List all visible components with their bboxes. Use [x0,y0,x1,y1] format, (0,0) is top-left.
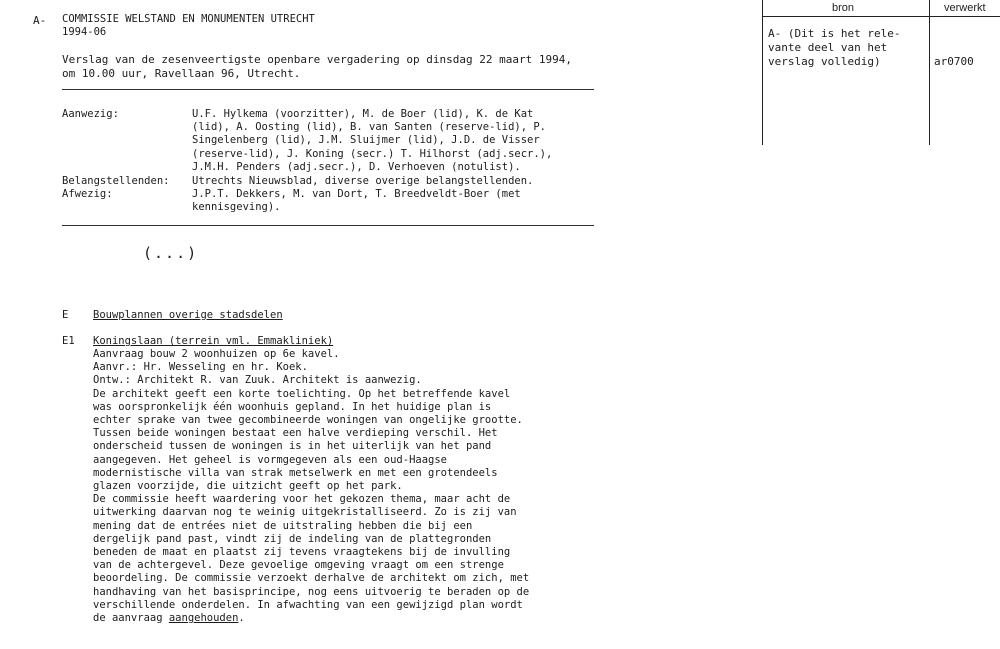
present-line: J.M.H. Penders (adj.secr.), D. Verhoeven (notulist). [192,160,521,173]
body-line: Aanvr.: Hr. Wesseling en hr. Koek. [93,361,308,374]
body-line: glazen voorzijde, die uitzicht geeft op het park. [93,480,403,493]
stakeholders-label: Belangstellenden: [62,175,170,187]
bron-note [768,27,900,69]
present-line: (lid), A. Oosting (lid), B. van Santen (reserve-lid), P. [192,121,547,134]
body-line: De architekt geeft een korte toelichting. Op het betreffende kavel [93,387,511,400]
body-line: Ontw.: Architekt R. van Zuuk. Architekt is aanwezig. [93,374,422,387]
bron-line: vante deel van het [768,41,888,54]
item-body [93,348,529,625]
present-list [192,108,552,174]
body-line: uitwerking daarvan nog te weinig uitgekristalliseerd. Zo is zij van [93,506,517,519]
body-line: beoordeling. De commissie verzoekt derhalve de architekt om zich, met [93,572,530,585]
body-last-line [93,612,529,625]
body-line: was oorspronkelijk één woonhuis gepland. In het huidige plan is [93,400,492,413]
absent-line: kennisgeving). [192,201,281,214]
body-line: dergelijk pand past, vindt zij de indeling van de plattegronden [93,532,492,545]
decision-word: aangehouden [168,612,239,625]
bron-line: A- (Dit is het rele- [768,27,901,40]
last-line-prefix: de aanvraag [93,612,169,625]
body-line: echter sprake van twee gecombineerde woningen van ongelijke grootte. [93,414,523,427]
body-line: mening dat de entrées niet de uitstraling hebben die bij een [93,519,473,532]
margin-marker: A- [33,14,47,27]
section-title: Bouwplannen overige stadsdelen [93,309,283,321]
present-line: Singelenberg (lid), J.M. Sluijmer (lid), J.D. de Visser [192,134,540,147]
last-line-suffix: . [238,612,245,625]
table-border-middle [929,0,930,145]
item-title: Koningslaan (terrein vml. Emmakliniek) [93,335,334,347]
body-line: Aanvraag bouw 2 woonhuizen op 6e kavel. [93,348,340,360]
body-line: onderscheid tussen de woningen is in het uiterlijk van het pand [93,440,492,453]
body-line: handhaving van het basisprincipe, nog eens uitvoerig te beraden op de [93,585,530,598]
report-line-1: Verslag van de zesenveertigste openbare vergadering op dinsdag 22 maart 1994, [62,53,572,66]
body-line: van de achtergevel. Deze gevoelige omgeving vraagt om een strenge [93,559,504,572]
section-code: E [62,309,69,321]
body-line: verschillende onderdelen. In afwachting van een gewijzigd plan wordt [93,598,523,611]
table-border-left [762,0,763,145]
item-code: E1 [62,335,75,347]
body-line: De commissie heeft waardering voor het gekozen thema, maar acht de [93,493,511,506]
present-line: (reserve-lid), J. Koning (secr.) T. Hilhorst (adj.secr.), [192,147,553,160]
header-divider [62,89,594,90]
year-code: 1994-06 [62,26,107,38]
verwerkt-code: ar0700 [934,55,974,68]
attendance-divider [62,225,594,226]
bron-header: bron [832,2,855,14]
body-line: modernistische villa van strak metselwerk en met een grotendeels [93,466,498,479]
absent-label: Afwezig: [62,188,113,200]
table-header-rule [762,16,1000,17]
body-line: aangegeven. Het geheel is vormgegeven als een oud-Haagse [93,453,448,466]
omission-ellipsis: (...) [143,244,199,262]
present-line: U.F. Hylkema (voorzitter), M. de Boer (lid), K. de Kat [192,108,534,120]
present-label: Aanwezig: [62,108,119,120]
body-line: beneden de maat en plaatst zij tevens vraagtekens bij de invulling [93,546,511,559]
bron-line: verslag volledig) [768,55,881,68]
report-line-2: om 10.00 uur, Ravellaan 96, Utrecht. [62,67,301,80]
body-line: Tussen beide woningen bestaat een halve verdieping verschil. Het [93,427,498,440]
verwerkt-header: verwerkt [944,2,986,14]
org-title: COMMISSIE WELSTAND EN MONUMENTEN UTRECHT [62,13,315,25]
source-table [762,0,1000,145]
stakeholders-text: Utrechts Nieuwsblad, diverse overige belangstellenden. [192,175,534,187]
absent-line: J.P.T. Dekkers, M. van Dort, T. Breedveldt-Boer (met [192,188,521,200]
absent-list [192,188,521,214]
